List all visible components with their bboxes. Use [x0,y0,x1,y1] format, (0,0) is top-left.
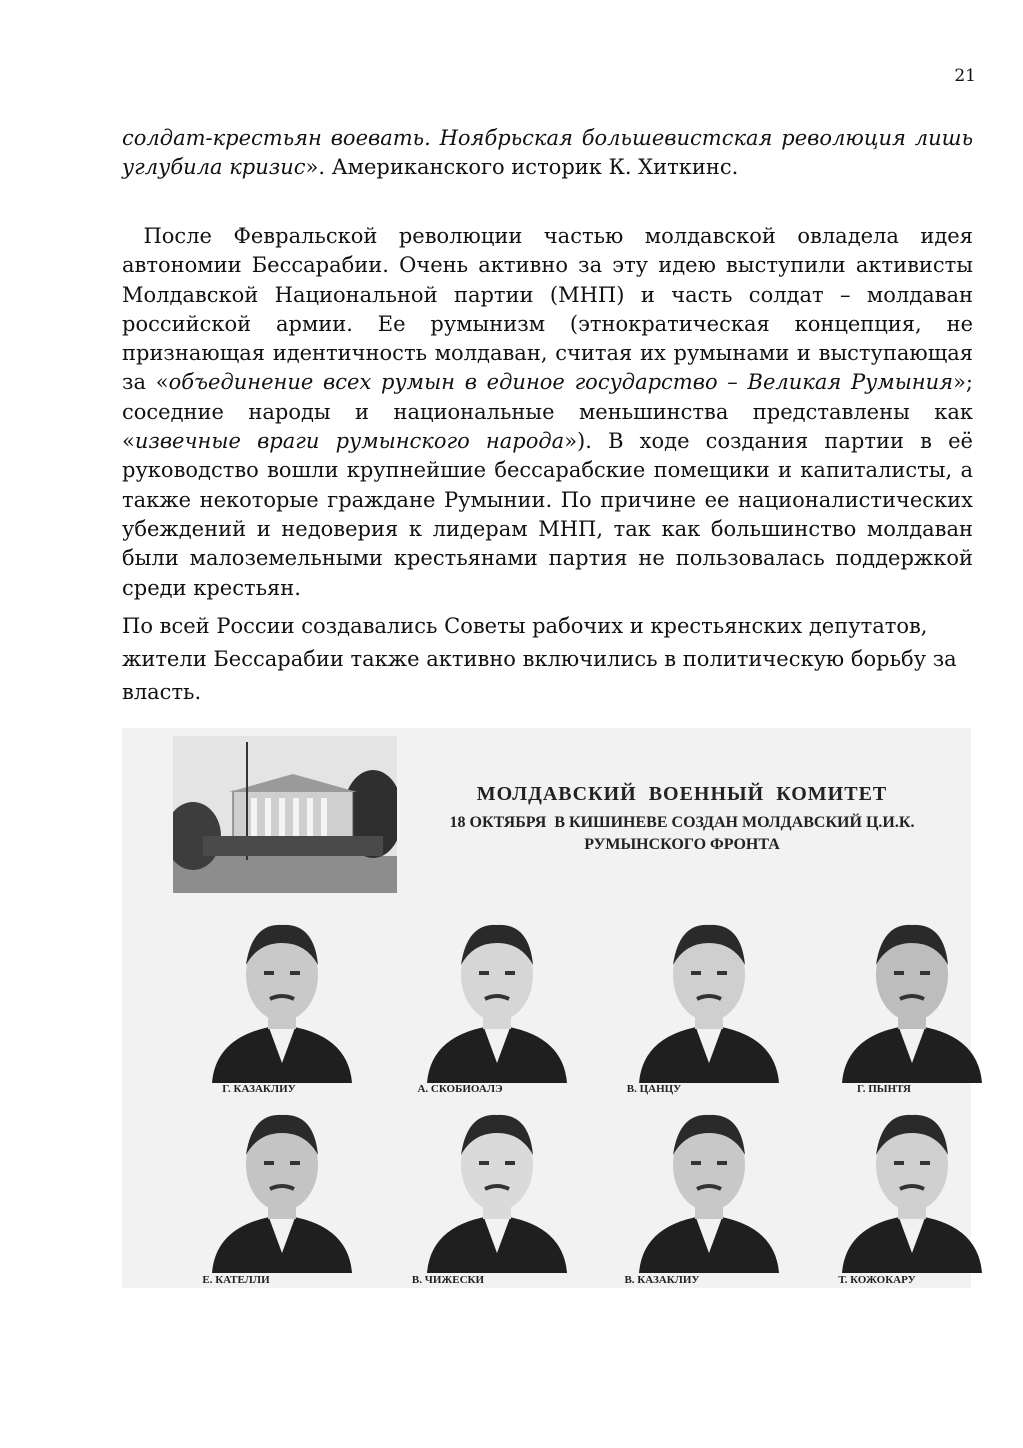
portrait-photo [417,1103,577,1273]
portrait-photo [629,1103,789,1273]
paragraph-line: Молдавской Национальной партии (МНП) и часть солдат – молдаван [122,282,973,307]
portrait-caption: Е. КАТЕЛЛИ [202,1274,270,1286]
paragraph-line: По всей России создавались Советы рабочих и крестьянских депутатов, [122,614,928,638]
portrait-caption: В. ЧИЖЕСКИ [411,1274,485,1286]
committee-figure [122,728,971,1288]
portrait-caption: А. СКОБИОАЛЭ [417,1083,503,1095]
paragraph-line: были малоземельными крестьянами партия не пользовалась поддержкой [122,546,973,571]
paragraph-soviets [122,610,973,709]
portrait-caption: Т. КОЖОКАРУ [838,1274,916,1286]
paragraph-line: также некоторые граждане Румынии. По причине ее националистических [122,487,973,512]
italic-quote: солдат-крестьян воевать. Ноябрьская большевистская революция лишь [122,126,973,150]
paragraph-line [122,124,973,153]
building-illustration [173,736,397,893]
paragraph-line [122,427,973,456]
paragraph-line: власть. [122,680,202,704]
portrait-caption: Г. КАЗАКЛИУ [222,1083,296,1095]
portrait-photo [832,1103,992,1273]
text-fragment: за « [122,370,169,395]
paragraph-line: соседние народы и национальные меньшинства представлены как [122,399,973,424]
paragraph-line: автономии Бессарабии. Очень активно за эту идею выступили активисты [122,253,973,278]
portrait-photo [832,913,992,1083]
italic-quote: углубила кризис [122,155,306,180]
paragraph-line: убеждений и недоверия к лидерам МНП, так как большинство молдаван [122,516,973,541]
paragraph-line: среди крестьян. [122,575,301,600]
portrait-caption: В. КАЗАКЛИУ [624,1274,700,1286]
portrait-caption: В. ЦАНЦУ [626,1083,682,1095]
italic-quote: объединение всех румын в единое государство – Великая Румыния [168,370,954,395]
portrait-photo [417,913,577,1083]
portrait-photo [629,913,789,1083]
italic-quote: извечные враги румынского народа [134,429,565,454]
figure-subtitle-line2: РУМЫНСКОГО ФРОНТА [584,836,780,853]
portrait-photo [202,1103,362,1273]
paragraph-line: руководство вошли крупнейшие бессарабские помещики и капиталисты, а [122,458,973,483]
building-photo [173,736,397,893]
figure-subtitle-line1: 18 ОКТЯБРЯ В КИШИНЕВЕ СОЗДАН МОЛДАВСКИЙ Ц.И.К. [449,814,915,831]
paragraph-autonomy [122,222,973,603]
paragraph-line: признающая идентичность молдаван, считая их румынами и выступающая [122,341,973,366]
attribution-text: ». Американского историк К. Хиткинс. [305,155,739,180]
paragraph-quote-end [122,124,973,183]
page-number: 21 [954,66,976,86]
text-fragment: »; [953,370,974,395]
text-fragment: « [122,429,135,454]
paragraph-line [122,368,973,397]
portrait-caption: Г. ПЫНТЯ [856,1083,912,1095]
portrait-photo [202,913,362,1083]
paragraph-line: После Февральской революции частью молдавской овладела идея [122,224,973,248]
paragraph-line [122,153,973,182]
figure-title: МОЛДАВСКИЙ ВОЕННЫЙ КОМИТЕТ [476,783,888,805]
text-fragment: »). В ходе создания партии в её [564,429,973,454]
paragraph-line: российской армии. Ее румынизм (этнократическая концепция, не [122,311,973,336]
paragraph-line: жители Бессарабии также активно включились в политическую борьбу за [122,647,957,671]
